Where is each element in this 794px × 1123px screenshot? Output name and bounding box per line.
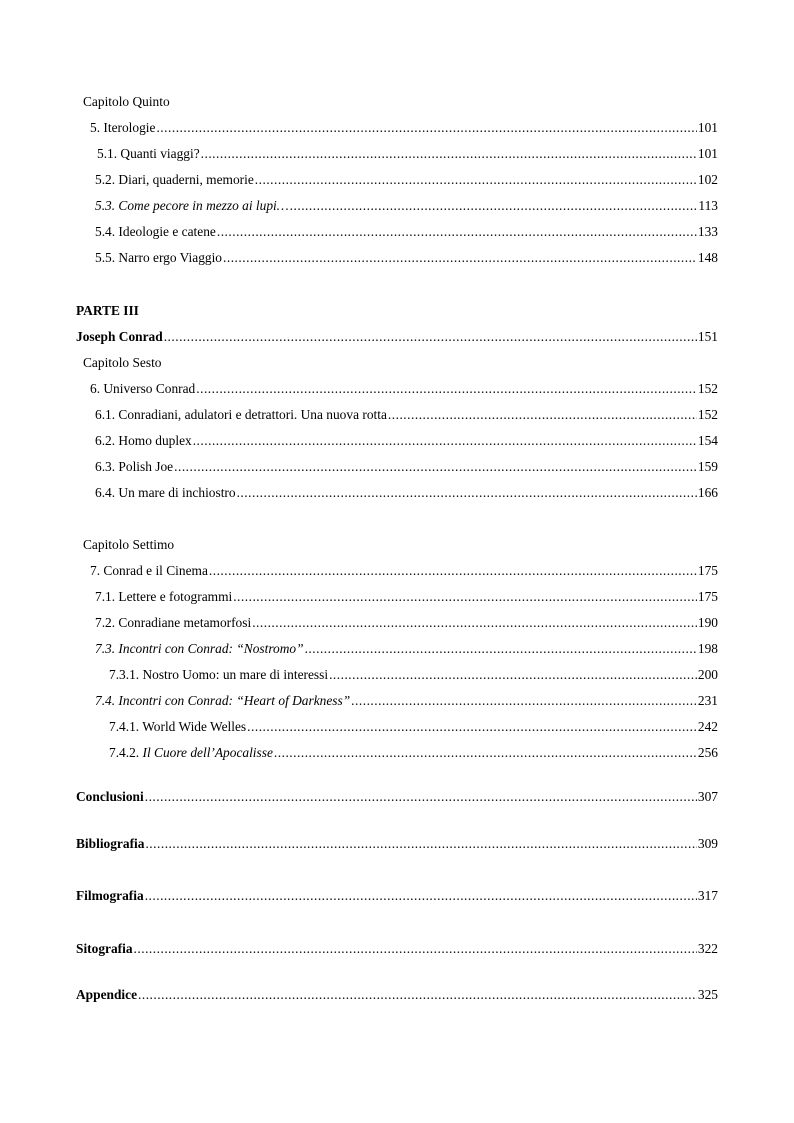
part-heading: PARTE III xyxy=(76,303,139,318)
leader-dots xyxy=(209,563,697,579)
toc-entry-number: 7.4.2. xyxy=(109,745,143,760)
toc-entry-label: 5.2. Diari, quaderni, memorie xyxy=(95,172,254,187)
toc-entry-back-matter[interactable] xyxy=(76,789,718,807)
leader-dots xyxy=(351,693,697,709)
toc-page-number: 242 xyxy=(697,719,718,734)
toc-page-number: 175 xyxy=(697,563,718,578)
toc-page-number: 175 xyxy=(697,589,718,604)
toc-entry[interactable] xyxy=(76,693,718,711)
toc-page-number: 133 xyxy=(697,224,718,239)
toc-entry[interactable] xyxy=(76,589,718,607)
toc-entry[interactable] xyxy=(76,719,718,737)
toc-page-number: 101 xyxy=(697,120,718,135)
leader-dots xyxy=(329,667,697,683)
toc-page-number: 317 xyxy=(697,888,718,903)
toc-entry-title-italic: Il Cuore dell’Apocalisse xyxy=(142,745,273,760)
toc-entry-label: 5.5. Narro ergo Viaggio xyxy=(95,250,223,265)
leader-dots xyxy=(217,224,697,240)
leader-dots xyxy=(290,198,698,214)
chapter-heading-7: Capitolo Settimo xyxy=(83,537,175,552)
toc-entry-label: 6. Universo Conrad xyxy=(90,381,196,396)
toc-page-number: 256 xyxy=(697,745,718,760)
leader-dots xyxy=(237,485,697,501)
leader-dots xyxy=(305,641,697,657)
toc-entry-label: 5.4. Ideologie e catene xyxy=(95,224,216,239)
toc-entry[interactable] xyxy=(76,563,718,581)
toc-entry-label xyxy=(76,745,273,761)
toc-entry-back-matter[interactable] xyxy=(76,888,718,906)
toc-page-number: 309 xyxy=(697,836,718,851)
toc-entry[interactable] xyxy=(76,615,718,633)
toc-page-number: 200 xyxy=(697,667,718,682)
toc-entry[interactable] xyxy=(76,745,718,763)
leader-dots xyxy=(145,836,696,852)
toc-entry[interactable] xyxy=(76,250,718,268)
toc-entry-back-matter[interactable] xyxy=(76,836,718,854)
toc-entry[interactable] xyxy=(76,407,718,425)
leader-dots xyxy=(223,250,697,266)
toc-entry-label: Appendice xyxy=(76,987,138,1002)
toc-entry[interactable] xyxy=(76,224,718,242)
toc-entry-label: 6.2. Homo duplex xyxy=(95,433,192,448)
leader-dots xyxy=(134,941,697,957)
toc-page-number: 231 xyxy=(697,693,718,708)
toc-entry[interactable] xyxy=(76,146,718,164)
toc-entry[interactable] xyxy=(76,641,718,659)
toc-entry[interactable] xyxy=(76,120,718,138)
toc-entry-label: 5. Iterologie xyxy=(90,120,156,135)
leader-dots xyxy=(388,407,697,423)
leader-dots xyxy=(174,459,697,475)
toc-entry-label: 6.1. Conradiani, adulatori e detrattori. Una nuova rotta xyxy=(95,407,387,422)
toc-page-number: 102 xyxy=(697,172,718,187)
leader-dots xyxy=(233,589,697,605)
toc-page-number: 325 xyxy=(697,987,718,1002)
toc-entry-label: 7.1. Lettere e fotogrammi xyxy=(95,589,233,604)
chapter-heading-6: Capitolo Sesto xyxy=(83,355,162,370)
toc-entry-label: 7.4.1. World Wide Welles xyxy=(109,719,247,734)
toc-page-number: 166 xyxy=(697,485,718,500)
toc-entry[interactable] xyxy=(76,172,718,190)
leader-dots xyxy=(252,615,697,631)
toc-entry-label: Joseph Conrad xyxy=(76,329,163,344)
toc-page-number: 154 xyxy=(697,433,718,448)
toc-page-number: 322 xyxy=(697,941,718,956)
toc-page-number: 190 xyxy=(697,615,718,630)
leader-dots xyxy=(156,120,696,136)
toc-entry-label: 7. Conrad e il Cinema xyxy=(90,563,208,578)
toc-entry-label: Sitografia xyxy=(76,941,133,956)
leader-dots xyxy=(274,745,697,761)
leader-dots xyxy=(138,987,697,1003)
leader-dots xyxy=(247,719,697,735)
toc-entry-label: 6.3. Polish Joe xyxy=(95,459,174,474)
leader-dots xyxy=(193,433,697,449)
leader-dots xyxy=(201,146,697,162)
leader-dots xyxy=(164,329,697,345)
toc-page-number: 151 xyxy=(697,329,718,344)
toc-page-number: 113 xyxy=(698,198,718,213)
toc-page-number: 198 xyxy=(697,641,718,656)
leader-dots xyxy=(145,888,697,904)
toc-entry[interactable] xyxy=(76,381,718,399)
toc-entry-label: 5.3. Come pecore in mezzo ai lupi… xyxy=(95,198,289,213)
toc-entry-label: 7.2. Conradiane metamorfosi xyxy=(95,615,252,630)
toc-entry-label: 5.1. Quanti viaggi? xyxy=(97,146,200,161)
toc-page-number: 152 xyxy=(697,407,718,422)
toc-entry-label: Filmografia xyxy=(76,888,144,903)
toc-page-number: 148 xyxy=(697,250,718,265)
chapter-heading-5: Capitolo Quinto xyxy=(83,94,170,109)
toc-page-number: 159 xyxy=(697,459,718,474)
toc-entry-back-matter[interactable] xyxy=(76,941,718,959)
toc-entry[interactable] xyxy=(76,485,718,503)
toc-page-number: 152 xyxy=(697,381,718,396)
leader-dots xyxy=(255,172,697,188)
toc-entry-part-title[interactable] xyxy=(76,329,718,347)
toc-entry-label: 6.4. Un mare di inchiostro xyxy=(95,485,236,500)
toc-entry-label: Conclusioni xyxy=(76,789,144,804)
toc-page-number: 307 xyxy=(697,789,718,804)
toc-entry-label: 7.3. Incontri con Conrad: “Nostromo” xyxy=(95,641,304,656)
toc-entry-label: 7.4. Incontri con Conrad: “Heart of Darkness” xyxy=(95,693,351,708)
toc-entry-back-matter[interactable] xyxy=(76,987,718,1005)
toc-entry[interactable] xyxy=(76,433,718,451)
toc-entry-label: Bibliografia xyxy=(76,836,145,851)
leader-dots xyxy=(196,381,697,397)
toc-entry[interactable] xyxy=(76,198,718,216)
toc-page-number: 101 xyxy=(697,146,718,161)
toc-entry-label: 7.3.1. Nostro Uomo: un mare di interessi xyxy=(109,667,329,682)
toc-entry[interactable] xyxy=(76,459,718,477)
leader-dots xyxy=(145,789,697,805)
toc-entry[interactable] xyxy=(76,667,718,685)
